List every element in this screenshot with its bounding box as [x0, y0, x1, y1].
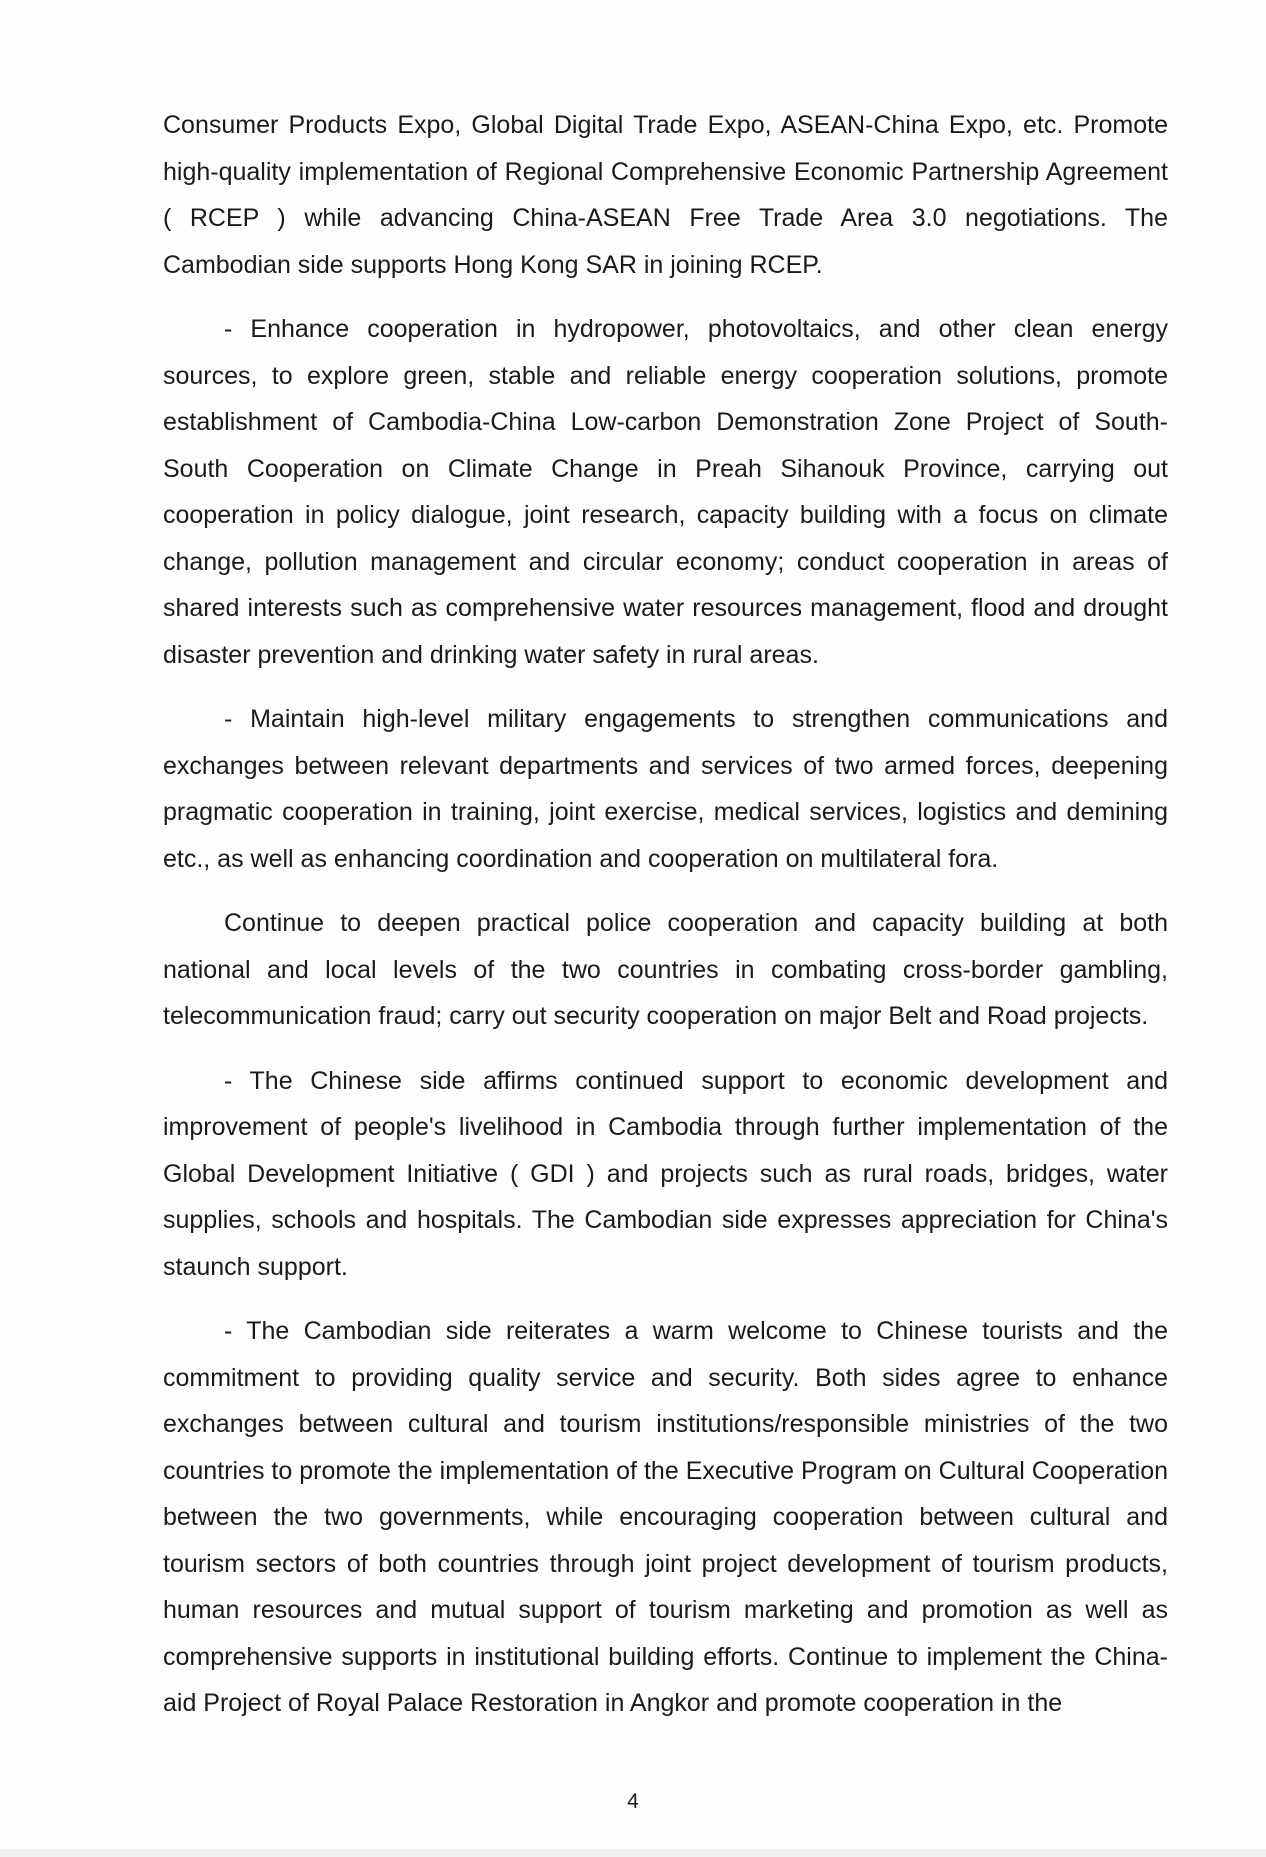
page-number: 4	[627, 1790, 639, 1813]
paragraph-trade-rcep: Consumer Products Expo, Global Digital Trade Expo, ASEAN-China Expo, etc. Promote high-quality implementation of Regional Comprehensive Economic Partnership Agreement ( RCEP ) while advancing China-ASEAN Free Trade Area 3.0 negotiations. The Cambodian side supports Hong Kong SAR in joining RCEP.	[163, 111, 1168, 279]
document-body	[163, 102, 1168, 1745]
paragraph-clean-energy: - Enhance cooperation in hydropower, photovoltaics, and other clean energy sources, to explore green, stable and reliable energy cooperation solutions, promote establishment of Cambodia-China Low-carbon Demonstration Zone Project of South-South Cooperation on Climate Change in Preah Sihanouk Province, carrying out cooperation in policy dialogue, joint research, capacity building with a focus on climate change, pollution management and circular economy; conduct cooperation in areas of shared interests such as comprehensive water resources management, flood and drought disaster prevention and drinking water safety in rural areas.	[163, 315, 1168, 669]
paragraph-police: Continue to deepen practical police cooperation and capacity building at both national and local levels of the two countries in combating cross-border gambling, telecommunication fraud; carry out security cooperation on major Belt and Road projects.	[163, 909, 1168, 1030]
paragraph-military: - Maintain high-level military engagements to strengthen communications and exchanges between relevant departments and services of two armed forces, deepening pragmatic cooperation in training, joint exercise, medical services, logistics and demining etc., as well as enhancing coordination and cooperation on multilateral fora.	[163, 705, 1168, 873]
page-bottom-edge	[0, 1849, 1266, 1857]
paragraph-development: - The Chinese side affirms continued support to economic development and improvement of people's livelihood in Cambodia through further implementation of the Global Development Initiative ( GDI ) and projects such as rural roads, bridges, water supplies, schools and hospitals. The Cambodian side expresses appreciation for China's staunch support.	[163, 1066, 1168, 1281]
paragraph-tourism-culture: - The Cambodian side reiterates a warm welcome to Chinese tourists and the commitment to providing quality service and security. Both sides agree to enhance exchanges between cultural and tourism institutions/responsible ministries of the two countries to promote the implementation of the Executive Program on Cultural Cooperation between the two governments, while encouraging cooperation between cultural and tourism sectors of both countries through joint project development of tourism products, human resources and mutual support of tourism marketing and promotion as well as comprehensive supports in institutional building efforts. Continue to implement the China-aid Project of Royal Palace Restoration in Angkor and promote cooperation in the	[163, 1317, 1168, 1717]
